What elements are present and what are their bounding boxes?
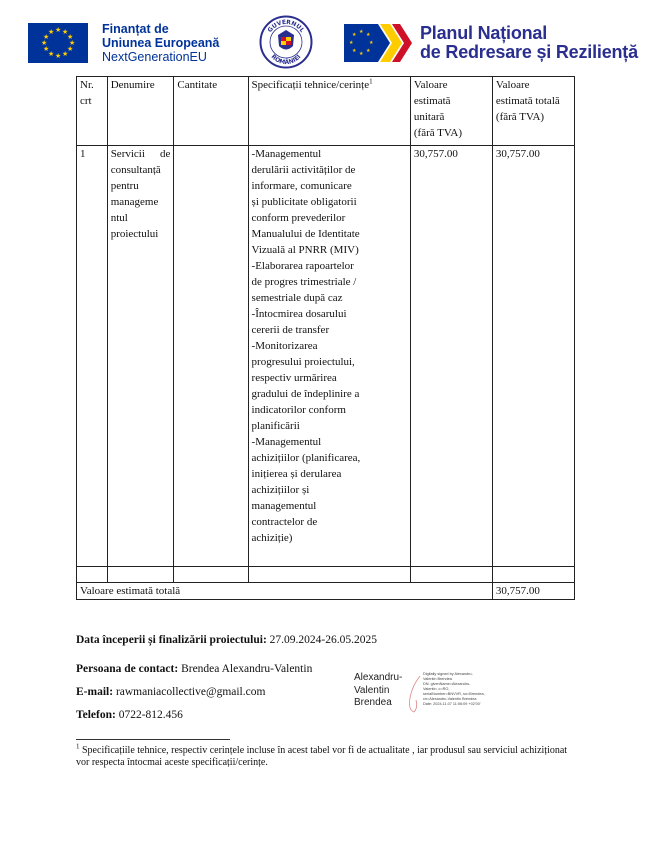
footnote-text: Specificațiile tehnice, respectiv cerințele incluse în acest tabel vor fi de actualitate , iar produsul sau serviciul achiziționat vor respecta întocmai aceste specificații/cerințe. xyxy=(76,745,568,768)
header-valoare-unitara xyxy=(410,77,492,146)
svg-text:★: ★ xyxy=(352,48,357,54)
header-denumire xyxy=(107,77,174,146)
eu-flag-icon: ★ ★ ★ ★ ★ ★ ★ ★ ★ ★ ★ ★ xyxy=(28,23,88,63)
phone-label: Telefon: xyxy=(76,709,116,721)
denumire-line: proiectului xyxy=(110,228,159,240)
pnrr-logo-line2: de Redresare și Reziliență xyxy=(420,42,638,62)
svg-text:★: ★ xyxy=(359,51,364,57)
government-seal-icon xyxy=(259,15,313,69)
spec-line: achizițiilor și xyxy=(251,484,310,496)
table-row-empty xyxy=(77,567,575,583)
phone-value: 0722-812.456 xyxy=(118,709,183,721)
email-label: E-mail: xyxy=(76,686,114,698)
header-crt-line: crt xyxy=(80,95,92,107)
cell-vt-text: 30,757.00 xyxy=(495,148,540,160)
eu-logo-line3: NextGenerationEU xyxy=(102,50,207,64)
header-denumire-text: Denumire xyxy=(110,79,155,91)
table-header-row xyxy=(77,77,575,146)
contact-value: Brendea Alexandru-Valentin xyxy=(181,663,313,675)
contact-phone xyxy=(76,708,183,722)
spec-line: derulării activităților de xyxy=(251,164,356,176)
header-vu-line: estimată xyxy=(413,95,451,107)
header-vu-line: unitară xyxy=(413,111,445,123)
pnrr-logo xyxy=(344,22,638,64)
seal-text-path-bottom: ROMÂNIEI xyxy=(269,53,303,67)
spec-line: progresului proiectului, xyxy=(251,356,355,368)
pnrr-flag-icon xyxy=(344,22,412,64)
spec-line: Vizuală al PNRR (MIV) xyxy=(251,244,359,256)
header-specificatii-text: Specificații tehnice/cerințe xyxy=(251,79,370,91)
svg-text:★: ★ xyxy=(352,32,357,38)
pnrr-logo-line1: Planul Național xyxy=(420,23,548,43)
signature-name-line: Alexandru- xyxy=(354,672,403,683)
signature-detail-line: Digitally signed by Alexandru- xyxy=(423,672,473,676)
header-nr-line: Nr. xyxy=(80,79,94,91)
spec-line: cererii de transfer xyxy=(251,324,330,336)
svg-text:★: ★ xyxy=(366,32,371,38)
spec-line: achizițiilor (planificarea, xyxy=(251,452,361,464)
spec-line: gradului de îndeplinire a xyxy=(251,388,360,400)
cell-cantitate xyxy=(174,146,248,567)
pnrr-logo-text xyxy=(420,24,638,62)
empty-cell xyxy=(492,567,574,583)
eu-logo-line1: Finanțat de xyxy=(102,22,169,36)
signature-name xyxy=(354,672,402,710)
svg-text:★: ★ xyxy=(369,40,374,46)
cell-specificatii xyxy=(248,146,410,567)
spec-line: managementul xyxy=(251,500,317,512)
signature-detail-line: serialNumber=BNVVR, sn=Brendea, xyxy=(423,692,485,696)
spec-line: achiziție) xyxy=(251,532,293,544)
spec-line: -Managementul xyxy=(251,436,322,448)
total-label-cell xyxy=(77,583,493,600)
spec-line: contractelor de xyxy=(251,516,318,528)
signature-detail-line: DN: givenName=Alexandru- xyxy=(423,682,471,686)
cell-nr-text: 1 xyxy=(80,148,86,160)
denumire-line: consultanță xyxy=(110,164,161,176)
header-vt-line: (fără TVA) xyxy=(495,111,545,123)
total-value: 30,757.00 xyxy=(495,585,540,597)
denumire-line: pentru xyxy=(110,180,139,192)
signature-detail-line: Date: 2024.11.07 11:06:09 +02'00' xyxy=(423,702,481,706)
header-valoare-totala xyxy=(492,77,574,146)
table-total-row xyxy=(77,583,575,600)
table-row xyxy=(77,146,575,567)
empty-cell xyxy=(107,567,174,583)
spec-line: -Elaborarea rapoartelor xyxy=(251,260,354,272)
footnote xyxy=(76,742,576,769)
total-label: Valoare estimată totală xyxy=(80,585,181,597)
spec-line: de progres trimestriale / xyxy=(251,276,357,288)
signature-details xyxy=(423,672,493,707)
spec-line: planificării xyxy=(251,420,300,432)
header-specificatii xyxy=(248,77,410,146)
spec-line: Manualului de Identitate xyxy=(251,228,360,240)
signature-detail-line: Valentin, c=RO, xyxy=(423,687,450,691)
empty-cell xyxy=(410,567,492,583)
header-cantitate-text: Cantitate xyxy=(177,79,218,91)
spec-line: -Managementul xyxy=(251,148,322,160)
eu-logo-line2: Uniunea Europeană xyxy=(102,36,220,50)
empty-cell xyxy=(174,567,248,583)
contact-person xyxy=(76,662,312,676)
footnote-divider xyxy=(76,739,230,740)
spec-line: informare, comunicare xyxy=(251,180,352,192)
period-value: 27.09.2024-26.05.2025 xyxy=(269,634,378,646)
header-vu-line: (fără TVA) xyxy=(413,127,463,139)
spec-line: -Monitorizarea xyxy=(251,340,318,352)
contact-label: Persoana de contact: xyxy=(76,663,179,675)
footnote-marker: 1 xyxy=(369,77,373,86)
spec-line: și publicitate obligatorii xyxy=(251,196,357,208)
spec-line: inițierea și derularea xyxy=(251,468,342,480)
spec-line: semestriale după caz xyxy=(251,292,343,304)
denumire-line: manageme xyxy=(110,196,159,208)
signature-name-line: Brendea xyxy=(354,697,392,708)
cell-valoare-totala xyxy=(492,146,574,567)
cell-nr xyxy=(77,146,108,567)
total-value-cell xyxy=(492,583,574,600)
email-value: rawmaniacollective@gmail.com xyxy=(115,686,266,698)
spec-line: conform prevederilor xyxy=(251,212,346,224)
empty-cell xyxy=(248,567,410,583)
spec-line: respectiv urmărirea xyxy=(251,372,337,384)
empty-cell xyxy=(77,567,108,583)
signature-detail-line: Valentin Brendea xyxy=(423,677,452,681)
svg-text:★: ★ xyxy=(359,29,364,35)
header-vt-line: estimată totală xyxy=(495,95,560,107)
spec-line: -Întocmirea dosarului xyxy=(251,308,347,320)
footnote-number: 1 xyxy=(76,742,80,751)
header-nr-crt xyxy=(77,77,108,146)
seal-text-path: GUVERNUL xyxy=(266,18,306,34)
cell-denumire xyxy=(107,146,174,567)
svg-text:★: ★ xyxy=(366,48,371,54)
specifications-table xyxy=(76,76,575,600)
cell-valoare-unitara xyxy=(410,146,492,567)
spec-line: indicatorilor conform xyxy=(251,404,346,416)
eu-logo-text xyxy=(102,22,219,64)
contact-email xyxy=(76,685,265,699)
signature-name-line: Valentin xyxy=(354,684,390,696)
denumire-line: ntul xyxy=(110,212,128,224)
project-period xyxy=(76,633,377,647)
signature-detail-line: cn=Alexandru-Valentin Brendea xyxy=(423,697,477,701)
header-cantitate xyxy=(174,77,248,146)
svg-text:★: ★ xyxy=(349,40,354,46)
period-label: Data începerii și finalizării proiectului: xyxy=(76,634,267,646)
eu-funding-logo xyxy=(28,22,219,64)
cell-vu-text: 30,757.00 xyxy=(413,148,458,160)
header-vt-line: Valoare xyxy=(495,79,530,91)
denumire-line: Servicii de xyxy=(110,148,171,160)
header-vu-line: Valoare xyxy=(413,79,448,91)
